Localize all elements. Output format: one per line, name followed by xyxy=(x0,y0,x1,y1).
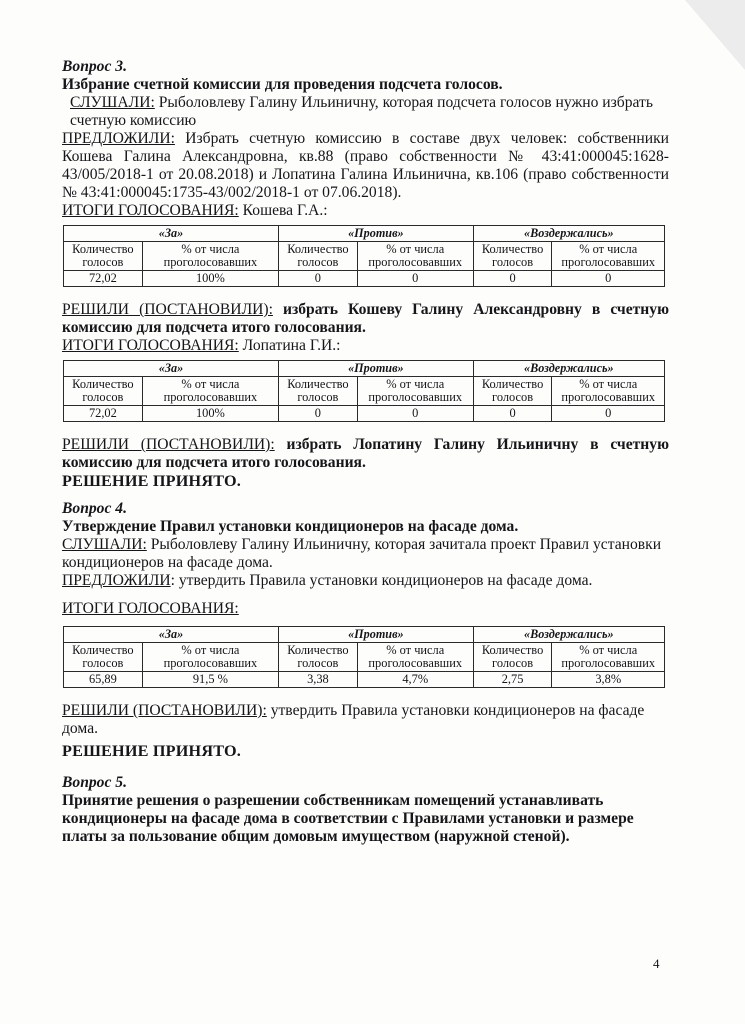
header-against: «Против» xyxy=(279,361,474,377)
abstain-percent: 0 xyxy=(552,406,665,422)
header-percent: % от числа проголосовавших xyxy=(552,377,665,406)
against-percent: 4,7% xyxy=(357,672,473,688)
results-label: ИТОГИ ГОЛОСОВАНИЯ: xyxy=(62,600,239,617)
proposed-text: : утвердить Правила установки кондиционеров на фасаде дома. xyxy=(170,572,593,589)
header-for: «За» xyxy=(64,627,279,643)
header-against: «Против» xyxy=(279,627,474,643)
header-abstain: «Воздержались» xyxy=(473,627,664,643)
q4-decided xyxy=(62,702,669,738)
q3-title: Вопрос 3. xyxy=(62,58,127,75)
abstain-count: 0 xyxy=(473,406,552,422)
header-percent: % от числа проголосовавших xyxy=(357,242,473,271)
q4-accepted: РЕШЕНИЕ ПРИНЯТО. xyxy=(62,742,242,760)
vote-table-lopatina xyxy=(63,360,665,422)
header-percent: % от числа проголосовавших xyxy=(357,643,473,672)
page-number: 4 xyxy=(653,956,660,971)
for-percent: 91,5 % xyxy=(142,672,278,688)
header-abstain: «Воздержались» xyxy=(473,361,664,377)
proposed-text: Избрать счетную комиссию в составе двух человек: собственники Кошева Галина Александровна, кв.88 (право собственности № 43:41:000045:1628-43/005/2018-1 от 20.08.2018) и Лопатина Галина Ильинична, кв.106 (право собственности № 43:41:000045:1735-43/002/2018-1 от 07.06.2018). xyxy=(62,130,669,201)
q4-title: Вопрос 4. xyxy=(62,500,127,517)
q3-decided1 xyxy=(62,301,669,337)
header-count: Количество голосов xyxy=(64,643,143,672)
against-count: 3,38 xyxy=(279,672,358,688)
header-for: «За» xyxy=(64,226,279,242)
decided-text: утвердить Правила установки кондиционеров на фасаде дома. xyxy=(62,702,645,737)
q4-heard xyxy=(62,536,669,572)
header-count: Количество голосов xyxy=(473,643,552,672)
abstain-percent: 0 xyxy=(552,271,665,287)
header-percent: % от числа проголосовавших xyxy=(357,377,473,406)
decided-label: РЕШИЛИ (ПОСТАНОВИЛИ): xyxy=(62,301,273,318)
against-count: 0 xyxy=(279,271,358,287)
heard-text: Рыболовлеву Галину Ильиничну, которая зачитала проект Правил установки кондиционеров на фасаде дома. xyxy=(62,536,662,571)
results-label: ИТОГИ ГОЛОСОВАНИЯ: xyxy=(62,202,239,219)
decided-text: избрать Лопатину Галину Ильиничну в счетную комиссию для подсчета итого голосования. xyxy=(62,436,670,471)
for-count: 72,02 xyxy=(64,271,143,287)
header-abstain: «Воздержались» xyxy=(473,226,664,242)
abstain-count: 0 xyxy=(473,271,552,287)
q4-heading: Утверждение Правил установки кондиционеров на фасаде дома. xyxy=(62,518,519,535)
header-count: Количество голосов xyxy=(279,377,358,406)
q4-proposed xyxy=(62,572,669,590)
proposed-label: ПРЕДЛОЖИЛИ: xyxy=(62,130,175,147)
for-count: 65,89 xyxy=(64,672,143,688)
header-count: Количество голосов xyxy=(473,242,552,271)
folded-corner xyxy=(685,0,745,70)
decided-label: РЕШИЛИ (ПОСТАНОВИЛИ): xyxy=(62,436,275,453)
for-percent: 100% xyxy=(142,406,278,422)
against-percent: 0 xyxy=(357,406,473,422)
header-count: Количество голосов xyxy=(279,643,358,672)
q4-results xyxy=(62,600,669,618)
for-percent: 100% xyxy=(142,271,278,287)
heard-label: СЛУШАЛИ: xyxy=(70,94,155,111)
proposed-label: ПРЕДЛОЖИЛИ xyxy=(62,572,171,589)
heard-label: СЛУШАЛИ: xyxy=(62,536,147,553)
header-percent: % от числа проголосовавших xyxy=(142,242,278,271)
table-row xyxy=(64,406,665,422)
results-name: Кошева Г.А.: xyxy=(238,202,328,219)
q5-title: Вопрос 5. xyxy=(62,774,127,791)
q3-proposed xyxy=(62,130,669,202)
q3-results2 xyxy=(62,337,669,355)
against-count: 0 xyxy=(279,406,358,422)
vote-table-koshева xyxy=(63,225,665,287)
q3-decided2 xyxy=(62,436,669,472)
table-row xyxy=(64,672,665,688)
abstain-count: 2,75 xyxy=(473,672,552,688)
header-count: Количество голосов xyxy=(64,377,143,406)
header-percent: % от числа проголосовавших xyxy=(552,643,665,672)
decided-text: избрать Кошеву Галину Александровну в счетную комиссию для подсчета итого голосования. xyxy=(62,301,669,336)
vote-table-q4 xyxy=(63,626,665,688)
header-percent: % от числа проголосовавших xyxy=(552,242,665,271)
document-content xyxy=(62,56,669,846)
results-label: ИТОГИ ГОЛОСОВАНИЯ: xyxy=(62,337,239,354)
header-against: «Против» xyxy=(279,226,474,242)
q3-heard xyxy=(62,94,669,130)
header-count: Количество голосов xyxy=(64,242,143,271)
q5-heading: Принятие решения о разрешении собственникам помещений устанавливать кондиционеры на фасаде дома в соответствии с Правилами установки и размере платы за пользование общим домовым имуществом (наружной стеной). xyxy=(62,792,634,845)
header-for: «За» xyxy=(64,361,279,377)
table-row xyxy=(64,271,665,287)
abstain-percent: 3,8% xyxy=(552,672,665,688)
heard-text: Рыболовлеву Галину Ильиничну, которая подсчета голосов нужно избрать счетную комиссию xyxy=(70,94,653,129)
header-count: Количество голосов xyxy=(279,242,358,271)
against-percent: 0 xyxy=(357,271,473,287)
header-count: Количество голосов xyxy=(473,377,552,406)
for-count: 72,02 xyxy=(64,406,143,422)
q3-accepted: РЕШЕНИЕ ПРИНЯТО. xyxy=(62,472,242,490)
results-name: Лопатина Г.И.: xyxy=(238,337,341,354)
q3-results1 xyxy=(62,202,669,220)
decided-label: РЕШИЛИ (ПОСТАНОВИЛИ): xyxy=(62,702,267,719)
q3-heading: Избрание счетной комиссии для проведения подсчета голосов. xyxy=(62,76,503,93)
header-percent: % от числа проголосовавших xyxy=(142,377,278,406)
header-percent: % от числа проголосовавших xyxy=(142,643,278,672)
